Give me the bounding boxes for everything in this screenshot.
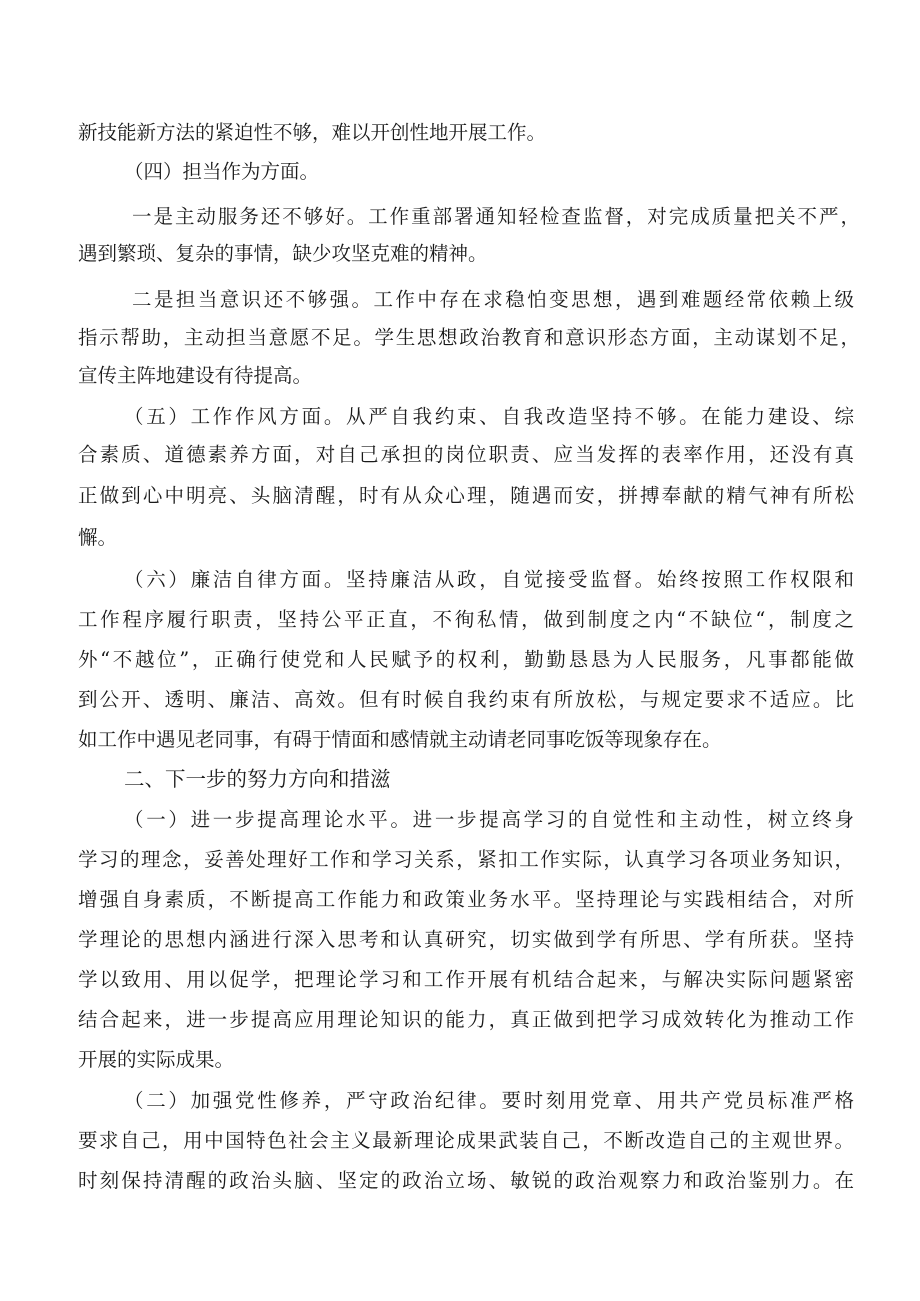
paragraph-line: 正做到心中明亮、头脑清醒，时有从众心理，随遇而安，拼搏奉献的精气神有所松 <box>78 484 854 507</box>
paragraph-line: 开展的实际成果。 <box>78 1048 235 1071</box>
section-heading: （四）担当作为方面。 <box>124 160 320 183</box>
paragraph-line: （六）廉洁自律方面。坚持廉洁从政，自觉接受监督。始终按照工作权限和 <box>124 568 854 591</box>
paragraph-line: 结合起来，进一步提高应用理论知识的能力，真正做到把学习成效转化为推动工作 <box>78 1008 854 1031</box>
paragraph-line: （一）进一步提高理论水平。进一步提高学习的自觉性和主动性，树立终身 <box>124 808 854 831</box>
chapter-heading: 二、下一步的努力方向和措滋 <box>124 767 391 791</box>
paragraph-line: 外“不越位”，正确行使党和人民赋予的权利，勤勤恳恳为人民服务，凡事都能做 <box>78 648 854 671</box>
paragraph-line: 遇到繁琐、复杂的事情，缺少攻坚克难的精神。 <box>78 242 488 265</box>
paragraph-line: 要求自己，用中国特色社会主义最新理论成果武装自己，不断改造自己的主观世界。 <box>78 1129 854 1152</box>
paragraph-line: 时刻保持清醒的政治头脑、坚定的政治立场、敏锐的政治观察力和政治鉴别力。在 <box>78 1169 854 1192</box>
paragraph-line: 二是担当意识还不够强。工作中存在求稳怕变思想，遇到难题经常依赖上级 <box>132 288 854 311</box>
paragraph-line: 学习的理念，妥善处理好工作和学习关系，紧扣工作实际，认真学习各项业务知识， <box>78 848 854 871</box>
paragraph-line: 指示帮助，主动担当意愿不足。学生思想政治教育和意识形态方面，主动谋划不足， <box>78 326 860 349</box>
paragraph-line: （五）工作作风方面。从严自我约束、自我改造坚持不够。在能力建设、综 <box>124 405 854 428</box>
paragraph-line: 增强自身素质，不断提高工作能力和政策业务水平。坚持理论与实践相结合，对所 <box>78 888 854 911</box>
paragraph-line: 一是主动服务还不够好。工作重部署通知轻检查监督，对完成质量把关不严， <box>132 205 860 228</box>
paragraph-line: 宣传主阵地建设有待提高。 <box>78 364 313 387</box>
paragraph-line: 到公开、透明、廉洁、高效。但有时候自我约束有所放松，与规定要求不适应。比 <box>78 688 854 711</box>
paragraph-line: 如工作中遇见老同事，有碍于情面和感情就主动请老同事吃饭等现象存在。 <box>78 728 722 751</box>
paragraph-line: 懈。 <box>78 526 118 549</box>
paragraph-line: 新技能新方法的紧迫性不够，难以开创性地开展工作。 <box>78 121 547 144</box>
paragraph-line: 学理论的思想内涵进行深入思考和认真研究，切实做到学有所思、学有所获。坚持 <box>78 928 854 951</box>
paragraph-line: （二）加强党性修养，严守政治纪律。要时刻用党章、用共产党员标准严格 <box>124 1089 854 1112</box>
paragraph-line: 合素质、道德素养方面，对自己承担的岗位职责、应当发挥的表率作用，还没有真 <box>78 443 854 466</box>
paragraph-line: 学以致用、用以促学，把理论学习和工作开展有机结合起来，与解决实际问题紧密 <box>78 968 854 991</box>
paragraph-line: 工作程序履行职责，坚持公平正直，不徇私情，做到制度之内“不缺位“，制度之 <box>78 608 854 631</box>
